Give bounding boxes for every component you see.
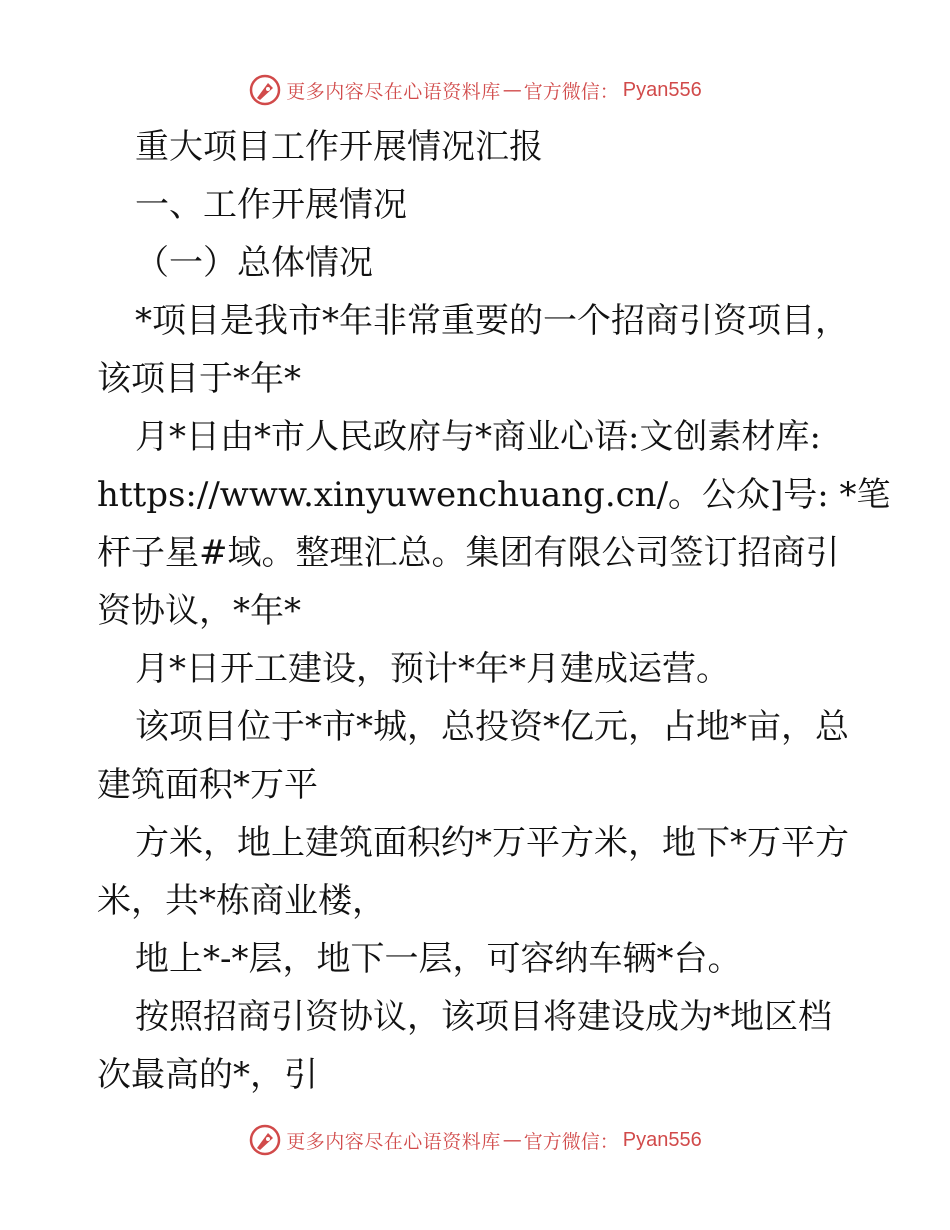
watermark-wechat-id: Pyan556	[622, 78, 702, 101]
text-line: 方米，地上建筑面积约*万平方米，地下*万平方	[135, 823, 849, 863]
text-line: 该项目位于*市*城，总投资*亿元，占地*亩，总	[135, 707, 849, 747]
paragraph-lines	[97, 292, 891, 1104]
watermark-wechat-id: Pyan556	[622, 1128, 702, 1151]
watermark-brand: 更多内容尽在心语资料库	[286, 1130, 501, 1153]
text-line: 月*日开工建设，预计*年*月建成运营。	[135, 649, 730, 689]
pen-nib-logo-icon	[248, 1123, 282, 1157]
footer-watermark	[0, 1120, 950, 1160]
watermark-separator: —	[502, 1129, 522, 1151]
document-title: 重大项目工作开展情况汇报	[135, 127, 543, 167]
pen-nib-logo-icon	[248, 73, 282, 107]
text-line: 建筑面积*万平	[97, 765, 318, 805]
text-line: *项目是我市*年非常重要的一个招商引资项目，	[135, 301, 849, 341]
watermark-wechat-label: 官方微信：	[523, 1130, 619, 1153]
document-body	[97, 118, 891, 1104]
text-line: 月*日由*市人民政府与*商业心语:文创素材库:	[135, 417, 821, 457]
watermark-wechat-label: 官方微信：	[523, 80, 619, 103]
watermark-separator: —	[502, 79, 522, 101]
text-line: 资协议，*年*	[97, 591, 301, 631]
text-line: 米，共*栋商业楼，	[97, 881, 386, 921]
text-line: 次最高的*，引	[97, 1055, 318, 1095]
text-line: 地上*-*层，地下一层，可容纳车辆*台。	[135, 939, 742, 979]
text-line: 按照招商引资协议，该项目将建设成为*地区档	[135, 997, 832, 1037]
header-watermark	[0, 70, 950, 110]
section-heading: 一、工作开展情况	[135, 185, 407, 225]
subsection-heading: （一）总体情况	[135, 243, 373, 283]
watermark-brand: 更多内容尽在心语资料库	[286, 80, 501, 103]
text-line: 杆子星#域。整理汇总。集团有限公司签订招商引	[97, 533, 840, 573]
text-line: 该项目于*年*	[97, 359, 301, 399]
text-line: https://www.xinyuwenchuang.cn/。公众]号: *笔	[97, 475, 891, 515]
